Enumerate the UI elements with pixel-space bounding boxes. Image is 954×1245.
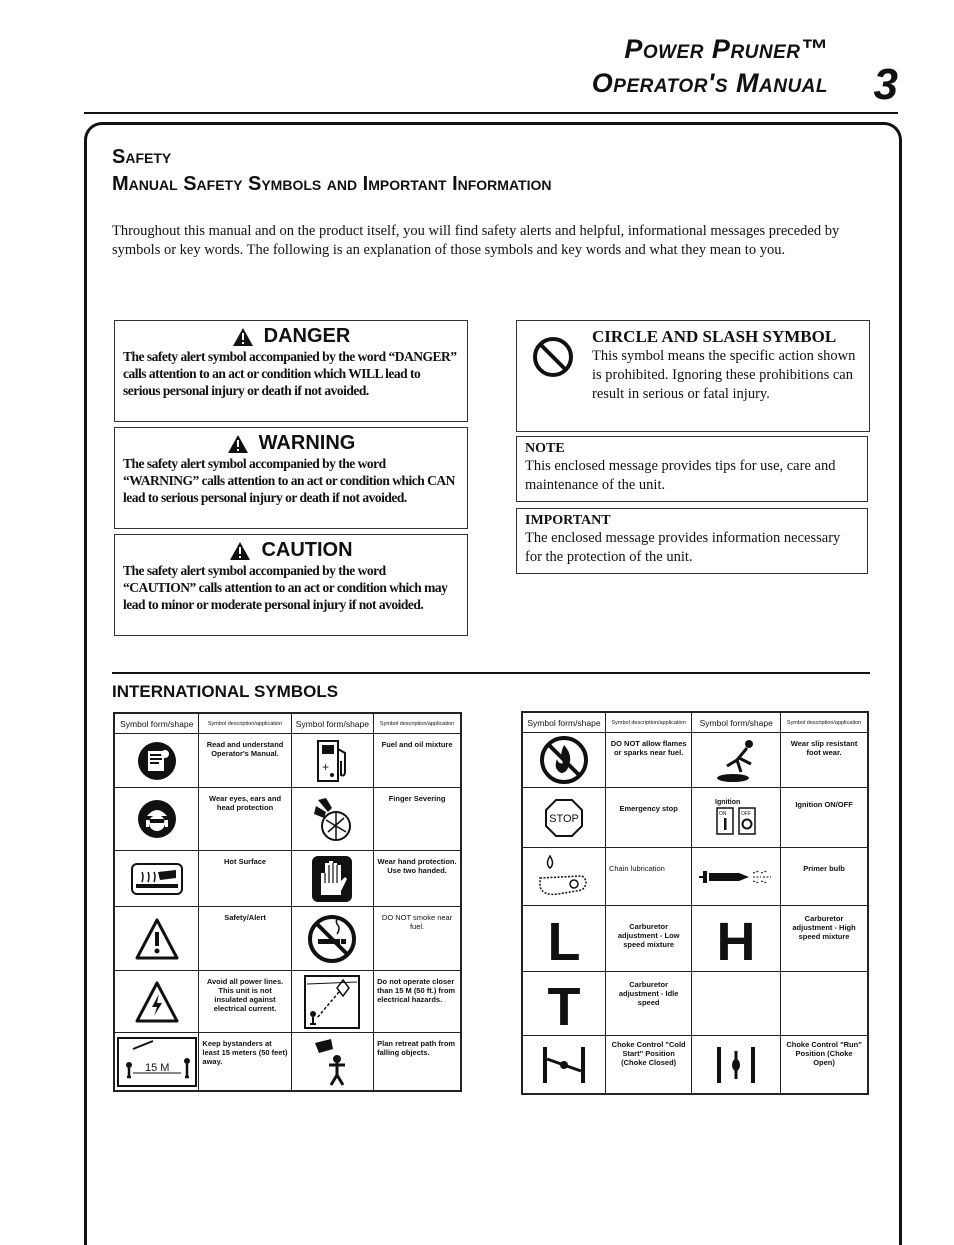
col-header-desc: Symbol description/application — [199, 713, 291, 734]
important-title: IMPORTANT — [525, 513, 611, 528]
section-heading — [112, 144, 551, 198]
symbol-desc: DO NOT allow flames or sparks near fuel. — [610, 739, 687, 757]
fuel-pump-icon — [312, 737, 352, 785]
letter-h: H — [716, 913, 756, 964]
symbol-desc: Carburetor adjustment - Idle speed — [618, 980, 679, 1007]
symbol-desc: Do not operate closer than 15 M (50 ft.) from electrical hazards. — [377, 977, 456, 1004]
stop-icon — [544, 798, 584, 838]
danger-body: The safety alert symbol accompanied by the word “DANGER” calls attention to an act or condition which WILL lead to serious personal injury or death if not avoided. — [123, 349, 457, 398]
symbol-desc: Wear eyes, ears and head protection — [209, 794, 282, 812]
power-line-icon — [303, 974, 361, 1030]
safety-alert-icon — [227, 434, 249, 454]
international-title: INTERNATIONAL SYMBOLS — [112, 682, 339, 701]
note-body: This enclosed message provides tips for use, care and maintenance of the unit. — [525, 458, 836, 493]
symbol-desc: Read and understand Operator's Manual. — [206, 740, 284, 758]
ignition-label: Ignition — [715, 798, 741, 806]
symbol-desc: Plan retreat path from falling objects. — [377, 1039, 456, 1057]
caution-body: The safety alert symbol accompanied by the word “CAUTION” calls attention to an act or condition which may lead to minor or moderate personal injury if not avoided. — [123, 563, 448, 612]
symbol-desc: Emergency stop — [619, 804, 678, 813]
svg-text:+: + — [322, 759, 330, 774]
col-header-desc: Symbol description/application — [605, 712, 691, 733]
warning-box — [114, 427, 468, 529]
danger-title: DANGER — [263, 325, 351, 347]
distance-label: 15 M — [144, 1061, 170, 1074]
symbol-desc: Chain lubrication — [608, 864, 665, 873]
col-header-symbol: Symbol form/shape — [692, 712, 781, 733]
col-header-desc: Symbol description/application — [374, 713, 461, 734]
symbol-desc: Safety/Alert — [224, 913, 266, 922]
intro-paragraph: Throughout this manual and on the product itself, you will find safety alerts and helpful, informational messages preceded by symbols or key words. The following is an explanation of those symbols and key words and what they mean to you. — [112, 223, 840, 258]
symbol-desc: Avoid all power lines. This unit is not insulated against electrical current. — [206, 977, 284, 1013]
slip-icon — [709, 736, 763, 784]
choke-closed-icon — [539, 1045, 589, 1085]
safety-alert-icon — [232, 327, 254, 347]
bystander-distance-icon — [117, 1037, 197, 1087]
electric-shock-icon — [134, 980, 180, 1024]
symbol-desc: Carburetor adjustment - Low speed mixture — [617, 922, 680, 949]
header-rule — [84, 112, 898, 114]
col-header-desc: Symbol description/application — [781, 712, 868, 733]
symbol-desc: Ignition ON/OFF — [795, 800, 853, 809]
read-manual-icon — [137, 741, 177, 781]
on-label: ON — [719, 810, 727, 817]
no-flame-icon — [539, 735, 589, 785]
letter-t-icon — [544, 979, 584, 1029]
circle-slash-box — [516, 320, 870, 432]
table-row — [114, 971, 461, 1033]
important-box — [516, 508, 868, 574]
symbol-desc: Wear hand protection. Use two handed. — [377, 857, 457, 875]
eye-ear-head-protection-icon — [137, 799, 177, 839]
table-row — [522, 848, 868, 906]
col-header-symbol: Symbol form/shape — [114, 713, 199, 734]
table-row — [114, 851, 461, 907]
important-body: The enclosed message provides information necessary for the protection of the unit. — [525, 530, 841, 565]
table-row — [114, 734, 461, 788]
letter-l: L — [547, 913, 581, 964]
hot-surface-icon — [130, 862, 184, 896]
no-smoking-icon — [307, 914, 357, 964]
table-row — [522, 788, 868, 848]
table-row — [522, 972, 868, 1036]
table-row — [114, 788, 461, 851]
symbol-desc: Hot Surface — [223, 857, 267, 866]
page-number: 3 — [873, 60, 898, 109]
safety-alert-icon — [229, 541, 251, 561]
primer-bulb-icon — [697, 867, 775, 887]
table-row — [522, 906, 868, 972]
table-row — [522, 1036, 868, 1095]
caution-box — [114, 534, 468, 636]
table-row — [114, 1033, 461, 1092]
international-rule — [112, 672, 870, 674]
letter-l-icon — [544, 914, 584, 964]
note-box — [516, 436, 868, 502]
symbol-desc: Wear slip resistant foot wear. — [790, 739, 858, 757]
col-header-symbol: Symbol form/shape — [291, 713, 374, 734]
choke-open-icon — [711, 1045, 761, 1085]
symbol-desc: Finger Severing — [388, 794, 446, 803]
symbol-desc: Fuel and oil mixture — [381, 740, 453, 749]
symbol-desc: DO NOT smoke near fuel. — [381, 913, 453, 931]
falling-object-icon — [307, 1037, 357, 1087]
circle-slash-title: CIRCLE AND SLASH SYMBOL — [592, 327, 837, 346]
glove-icon — [311, 855, 353, 903]
prohibited-icon — [531, 335, 575, 379]
safety-alert-icon — [134, 917, 180, 961]
off-label: OFF — [741, 810, 752, 817]
symbol-desc: Choke Control "Run" Position (Choke Open) — [786, 1040, 862, 1067]
danger-box — [114, 320, 468, 422]
symbol-desc: Carburetor adjustment - High speed mixture — [792, 914, 856, 941]
symbols-table-left — [113, 712, 462, 1092]
section-title: Safety — [112, 146, 172, 168]
symbol-desc: Choke Control "Cold Start" Position (Choke Closed) — [611, 1040, 686, 1067]
symbol-desc: Keep bystanders at least 15 meters (50 feet) away. — [202, 1039, 288, 1066]
caution-title: CAUTION — [261, 539, 353, 561]
table-row — [522, 733, 868, 788]
letter-h-icon — [714, 914, 758, 964]
symbols-table-right — [521, 711, 869, 1095]
note-title: NOTE — [525, 441, 565, 456]
col-header-symbol: Symbol form/shape — [522, 712, 605, 733]
title-line-1: Power Pruner™ — [624, 34, 828, 64]
symbol-desc: Primer bulb — [803, 864, 845, 873]
warning-title: WARNING — [258, 432, 356, 454]
circle-slash-body: This symbol means the specific action shown is prohibited. Ignoring these prohibitions can result in serious or fatal injury. — [592, 348, 856, 402]
section-subtitle: Manual Safety Symbols and Important Information — [112, 173, 552, 195]
stop-label: STOP — [549, 812, 579, 825]
title-line-2: Operator's Manual — [591, 68, 828, 98]
manual-title — [592, 32, 828, 100]
chain-lubrication-icon — [536, 852, 592, 902]
ignition-switch-icon — [711, 796, 761, 840]
letter-t: T — [547, 978, 581, 1029]
finger-severing-icon — [310, 794, 354, 844]
table-row — [114, 907, 461, 971]
warning-body: The safety alert symbol accompanied by the word “WARNING” calls attention to an act or condition which CAN lead to serious personal injury or death if not avoided. — [123, 456, 455, 505]
